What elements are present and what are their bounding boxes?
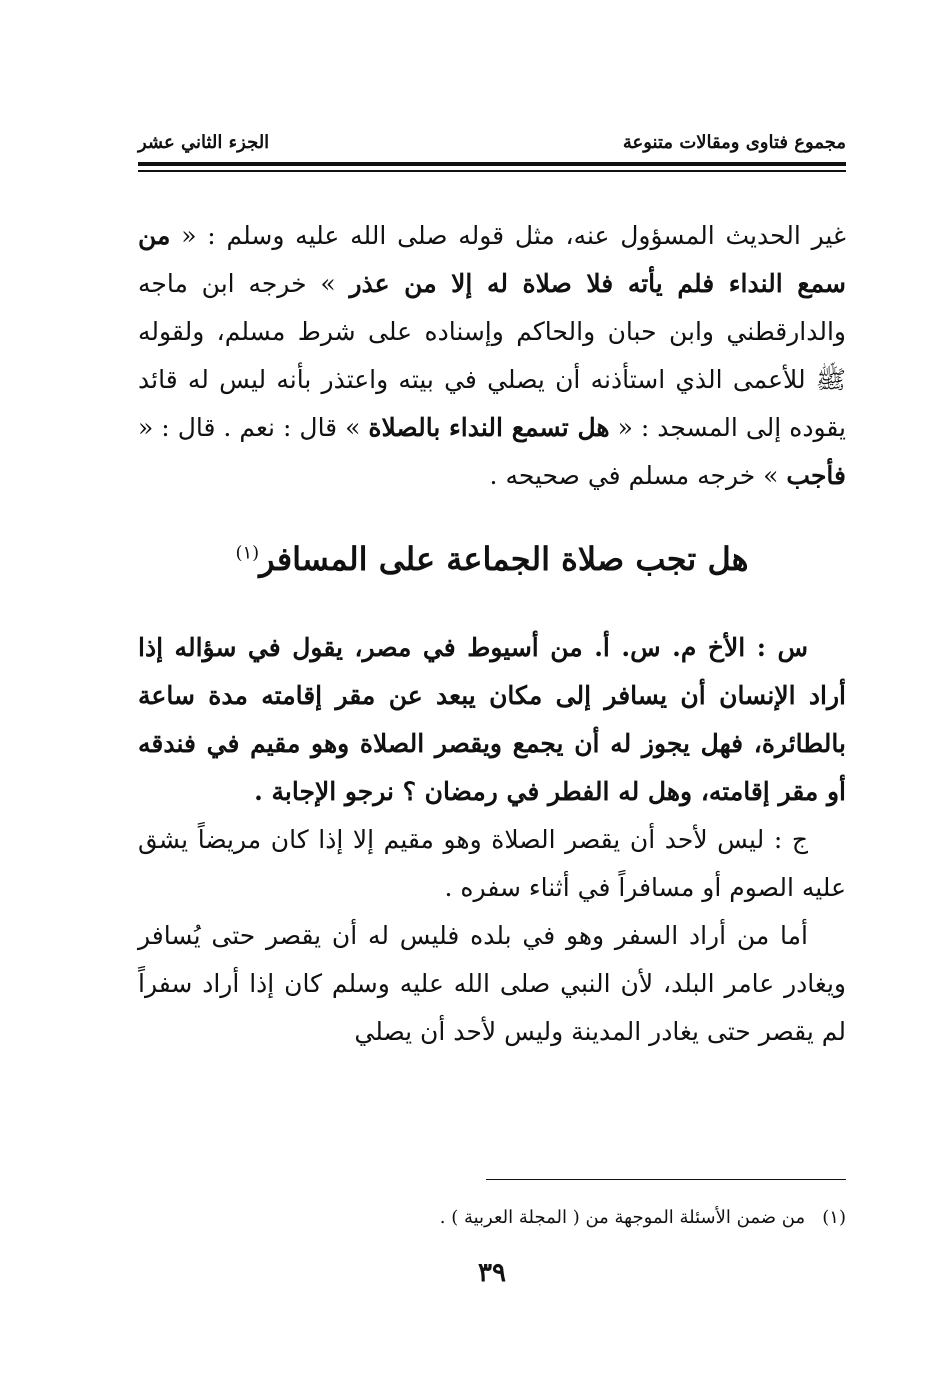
answer-paragraph-2: أما من أراد السفر وهو في بلده فليس له أن يقصر حتى يُسافر ويغادر عامر البلد، لأن النبي صلى الله عليه وسلم كان إذا أراد سفراً لم يقصر حتى يغادر المدينة وليس لأحد أن يصلي (138, 921, 846, 1046)
section-title: هل تجب صلاة الجماعة على المسافر$^{(١)}$ (235, 540, 749, 578)
hadith-quote: فأجب (786, 461, 846, 490)
footnote (138, 1204, 846, 1232)
intro-paragraph: غير الحديث المسؤول عنه، مثل قوله صلى الله عليه وسلم : « من سمع النداء فلم يأته فلا صلاة له إلا من عذر » خرجه ابن ماجه والدارقطني وابن حبان والحاكم وإسناده على شرط مسلم، ولقوله ﷺ للأعمى الذي استأذنه أن يصلي في بيته واعتذر بأنه ليس له قائد يقوده إلى المسجد : « هل تسمع النداء بالصلاة » قال : نعم . قال : « فأجب » خرجه مسلم في صحيحه . (138, 221, 846, 490)
page-number: ٣٩ (478, 1258, 506, 1288)
qa-text (138, 624, 846, 1056)
footnote-rule (486, 1179, 846, 1180)
footnote-text: من ضمن الأسئلة الموجهة من ( المجلة العربية ) . (439, 1207, 806, 1228)
question-paragraph: س : الأخ م. س. أ. من أسيوط في مصر، يقول في سؤاله إذا أراد الإنسان أن يسافر إلى مكان يبعد عن مقر إقامته مدة ساعة بالطائرة، فهل يجوز له أن يجمع ويقصر الصلاة وهو مقيم في فندقه أو مقر إقامته، وهل له الفطر في رمضان ؟ نرجو الإجابة . (138, 633, 846, 806)
header-rule-thin (138, 170, 846, 172)
volume-label: الجزء الثاني عشر (138, 131, 270, 153)
answer-paragraph: ج : ليس لأحد أن يقصر الصلاة وهو مقيم إلا إذا كان مريضاً يشق عليه الصوم أو مسافراً في أثناء سفره . (138, 825, 846, 902)
running-header (138, 124, 846, 160)
footnote-marker: (١) (822, 1207, 846, 1228)
footnote-reference: (١) (235, 542, 260, 564)
hadith-quote: هل تسمع النداء بالصلاة (368, 413, 610, 442)
header-rule-thick (138, 162, 846, 166)
hadith-quote: من سمع النداء فلم يأته فلا صلاة له إلا من عذر (138, 221, 846, 298)
intro-text (138, 212, 846, 500)
book-title: مجموع فتاوى ومقالات متنوعة (622, 131, 846, 153)
